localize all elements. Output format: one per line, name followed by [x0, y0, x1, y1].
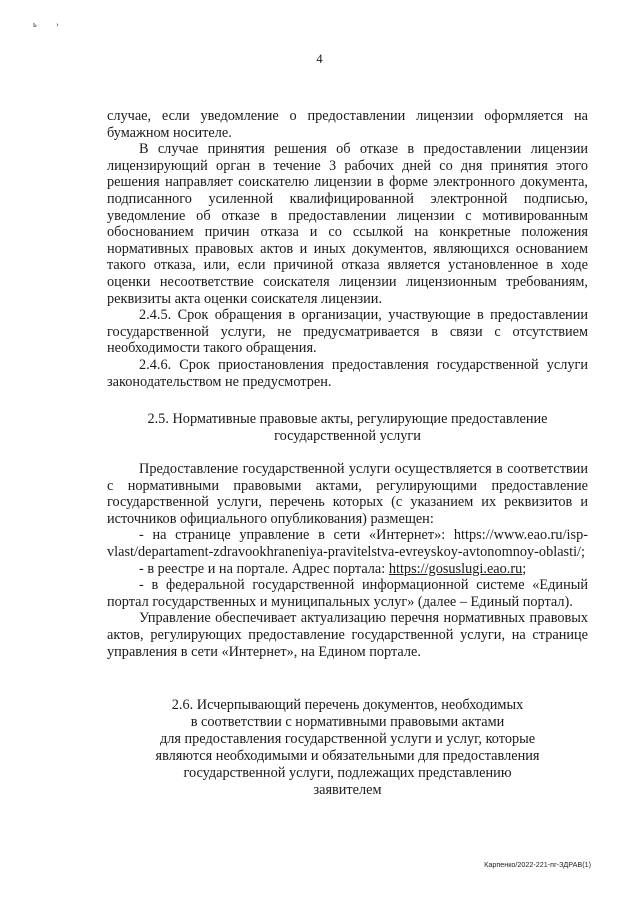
heading-line: государственной услуги — [274, 428, 421, 444]
document-code: Карпенко/2022-221-пг-ЗДРАВ(1) — [484, 860, 591, 869]
heading-line: 2.5. Нормативные правовые акты, регулирующие предоставление — [147, 411, 548, 427]
scan-mark: › — [56, 20, 59, 29]
heading-line: в соответствии с нормативными правовыми актами — [190, 714, 505, 730]
page-number: 4 — [316, 52, 323, 66]
text: - в реестре и на портале. Адрес портала: — [139, 560, 389, 577]
paragraph: - на странице управление в сети «Интернет»: https://www.eao.ru/isp-vlast/departament-zdravookhraneniya-pravitelstva-evreyskoy-avtonomnoy-oblasti/; — [107, 527, 588, 560]
paragraph: Предоставление государственной услуги осуществляется в соответствии с нормативными правовыми актами, регулирующими предоставление государственной услуги, перечень которых (с указанием их реквизитов и источников официального опубликования) размещен: — [107, 461, 588, 527]
heading-line: государственной услуги, подлежащих представлению — [183, 765, 512, 781]
section-2-4-text — [107, 108, 588, 390]
paragraph: - в федеральной государственной информационной системе «Единый портал государственных и муниципальных услуг» (далее – Единый портал). — [107, 577, 588, 610]
section-2-6-heading — [107, 697, 588, 799]
heading-line: для предоставления государственной услуги и услуг, которые — [159, 731, 536, 747]
scan-mark: ь — [33, 20, 37, 29]
paragraph: В случае принятия решения об отказе в предоставлении лицензии лицензирующий орган в течение 3 рабочих дней со дня принятия этого решения направляет соискателю лицензии в форме электронного документа, подписанного усиленной квалифицированной электронной подписью, уведомление об отказе в предоставлении лицензии с мотивированным обоснованием причин отказа и со ссылкой на конкретные положения нормативных правовых актов и иных документов, являющихся основанием такого отказа, или, если причиной отказа является установленное в ходе оценки несоответствие соискателя лицензии лицензионным требованиям, реквизиты акта оценки соискателя лицензии. — [107, 141, 588, 307]
paragraph: 2.4.6. Срок приостановления предоставления государственной услуги законодательством не предусмотрен. — [107, 356, 588, 390]
heading-line: заявителем — [313, 782, 382, 798]
portal-link[interactable]: https://gosuslugi.eao.ru — [388, 560, 523, 577]
section-2-5-text — [107, 461, 588, 660]
section-2-5-heading — [107, 411, 588, 445]
paragraph: Управление обеспечивает актуализацию перечня нормативных правовых актов, регулирующих предоставление государственной услуги, на странице управления в сети «Интернет», на Едином портале. — [107, 610, 588, 660]
paragraph — [107, 561, 588, 578]
heading-line: являются необходимыми и обязательными для предоставления — [155, 748, 540, 764]
paragraph: случае, если уведомление о предоставлении лицензии оформляется на бумажном носителе. — [107, 108, 588, 141]
heading-line: 2.6. Исчерпывающий перечень документов, необходимых — [171, 697, 524, 713]
text: ; — [522, 560, 527, 577]
paragraph: 2.4.5. Срок обращения в организации, участвующие в предоставлении государственной услуги, не предусматривается в связи с отсутствием необходимости такого обращения. — [107, 307, 588, 357]
